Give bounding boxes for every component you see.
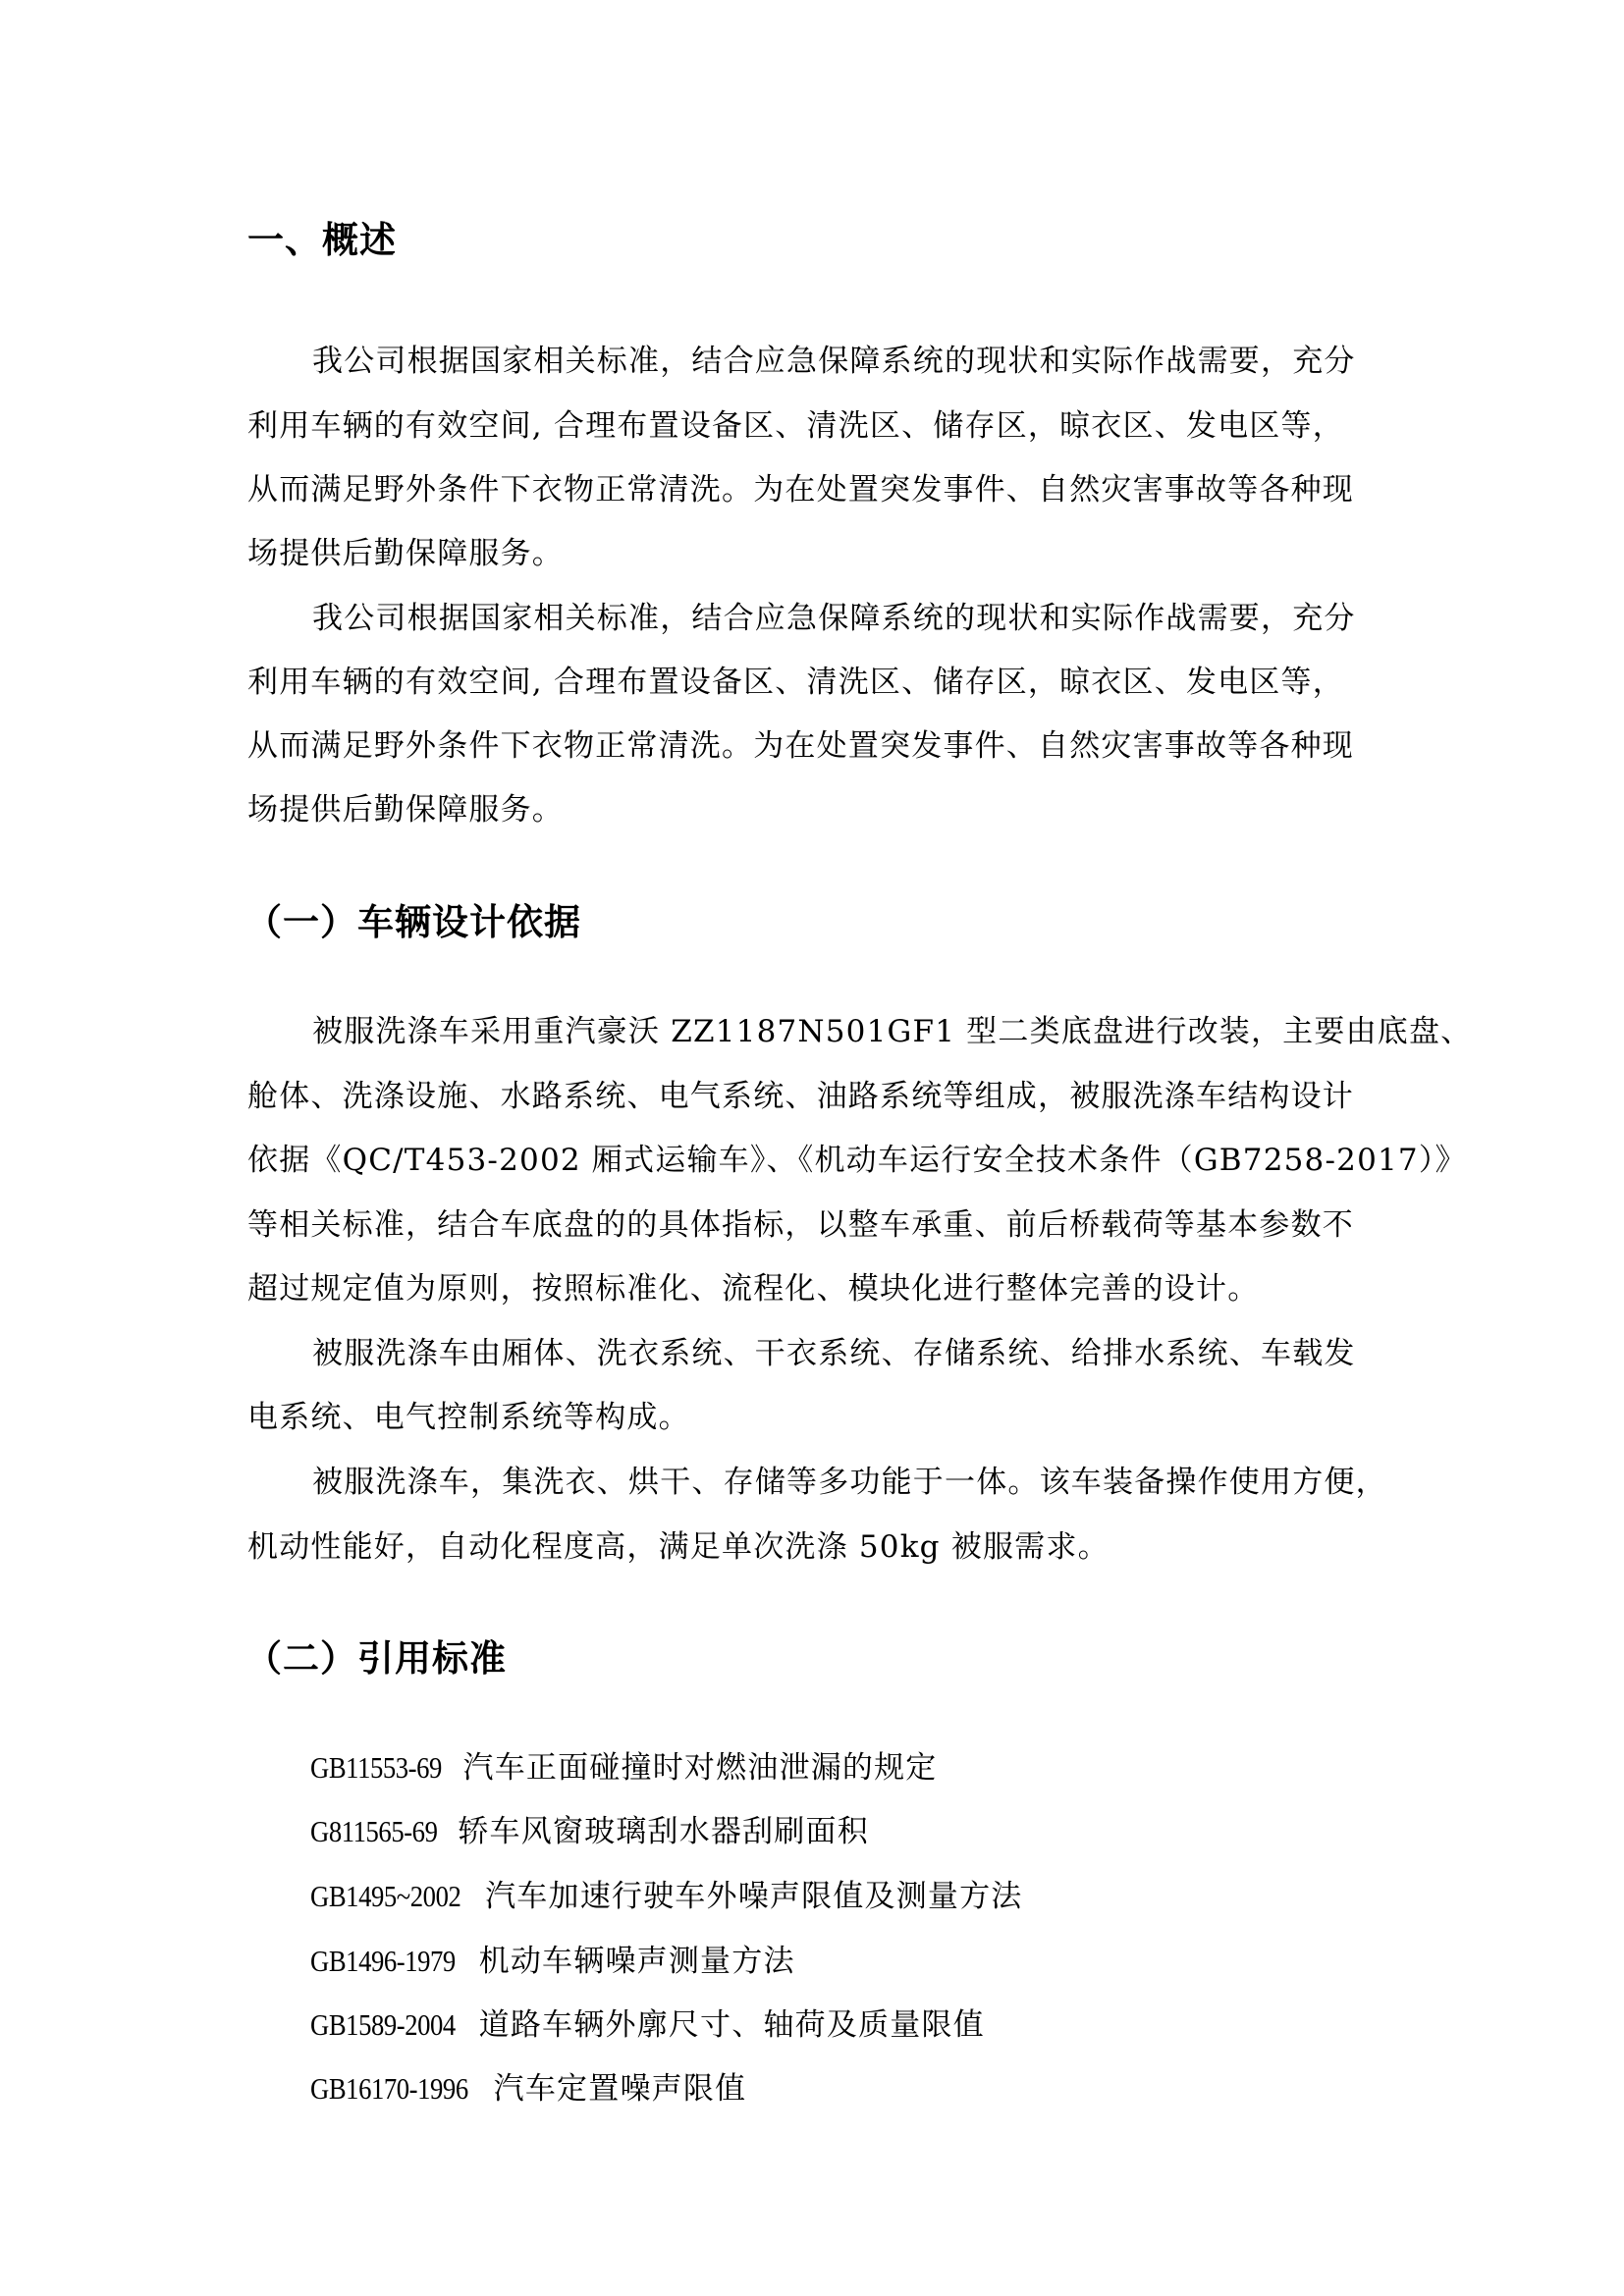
paragraph-line: 依据《QC/T453-2002 厢式运输车》、《机动车运行安全技术条件（GB7258-2017）》 (247, 1143, 1467, 1178)
paragraph-line: 从而满足野外条件下衣物正常清洗。为在处置突发事件、自然灾害事故等各种现 (247, 728, 1354, 764)
standard-code: GB1496-1979 (310, 1944, 456, 1978)
paragraph-line: 电系统、电气控制系统等构成。 (247, 1400, 690, 1435)
paragraph-line: 舱体、洗涤设施、水路系统、电气系统、油路系统等组成，被服洗涤车结构设计 (247, 1079, 1354, 1114)
subsection-heading-referenced-standards: （二）引用标准 (245, 1637, 507, 1680)
standard-title: 机动车辆噪声测量方法 (478, 1944, 795, 1979)
list-item (310, 1877, 1023, 1916)
paragraph-line: 利用车辆的有效空间, 合理布置设备区、清洗区、储存区，晾衣区、发电区等， (247, 665, 1344, 700)
paragraph-line: 场提供后勤保障服务。 (247, 792, 564, 828)
standard-code: GB1589-2004 (310, 2007, 456, 2042)
paragraph-line: 我公司根据国家相关标准，结合应急保障系统的现状和实际作战需要，充分 (312, 344, 1356, 379)
paragraph-line: 超过规定值为原则，按照标准化、流程化、模块化进行整体完善的设计。 (247, 1271, 1260, 1307)
list-item (310, 2005, 985, 2045)
standard-code: GB11553-69 (310, 1750, 442, 1785)
standard-title: 道路车辆外廓尺寸、轴荷及质量限值 (478, 2007, 985, 2043)
standard-title: 轿车风窗玻璃刮水器刮刷面积 (458, 1814, 869, 1849)
list-item (310, 1812, 869, 1851)
standard-code: GB16170-1996 (310, 2071, 468, 2106)
paragraph-line: 等相关标准，结合车底盘的的具体指标，以整车承重、前后桥载荷等基本参数不 (247, 1207, 1354, 1243)
paragraph-line: 我公司根据国家相关标准，结合应急保障系统的现状和实际作战需要，充分 (312, 601, 1356, 636)
subsection-heading-design-basis: （一）车辆设计依据 (245, 901, 581, 943)
section-heading-overview: 一、概述 (247, 219, 397, 261)
paragraph-line: 机动性能好，自动化程度高，满足单次洗涤 50kg 被服需求。 (247, 1529, 1110, 1565)
list-item (310, 1942, 795, 1981)
list-item (310, 2069, 746, 2109)
standard-code: G811565-69 (310, 1814, 438, 1848)
paragraph-line: 被服洗涤车由厢体、洗衣系统、干衣系统、存储系统、给排水系统、车载发 (312, 1336, 1356, 1371)
paragraph-line: 被服洗涤车采用重汽豪沃 ZZ1187N501GF1 型二类底盘进行改装，主要由底盘、 (312, 1014, 1473, 1049)
paragraph-line: 利用车辆的有效空间, 合理布置设备区、清洗区、储存区，晾衣区、发电区等， (247, 408, 1344, 444)
standard-code: GB1495~2002 (310, 1879, 461, 1913)
standard-title: 汽车正面碰撞时对燃油泄漏的规定 (462, 1750, 938, 1786)
paragraph-line: 场提供后勤保障服务。 (247, 536, 564, 571)
standard-title: 汽车加速行驶车外噪声限值及测量方法 (485, 1879, 1023, 1914)
list-item (310, 1748, 938, 1788)
standard-title: 汽车定置噪声限值 (493, 2071, 747, 2107)
paragraph-line: 从而满足野外条件下衣物正常清洗。为在处置突发事件、自然灾害事故等各种现 (247, 472, 1354, 507)
paragraph-line: 被服洗涤车，集洗衣、烘干、存储等多功能于一体。该车装备操作使用方便， (312, 1465, 1387, 1500)
